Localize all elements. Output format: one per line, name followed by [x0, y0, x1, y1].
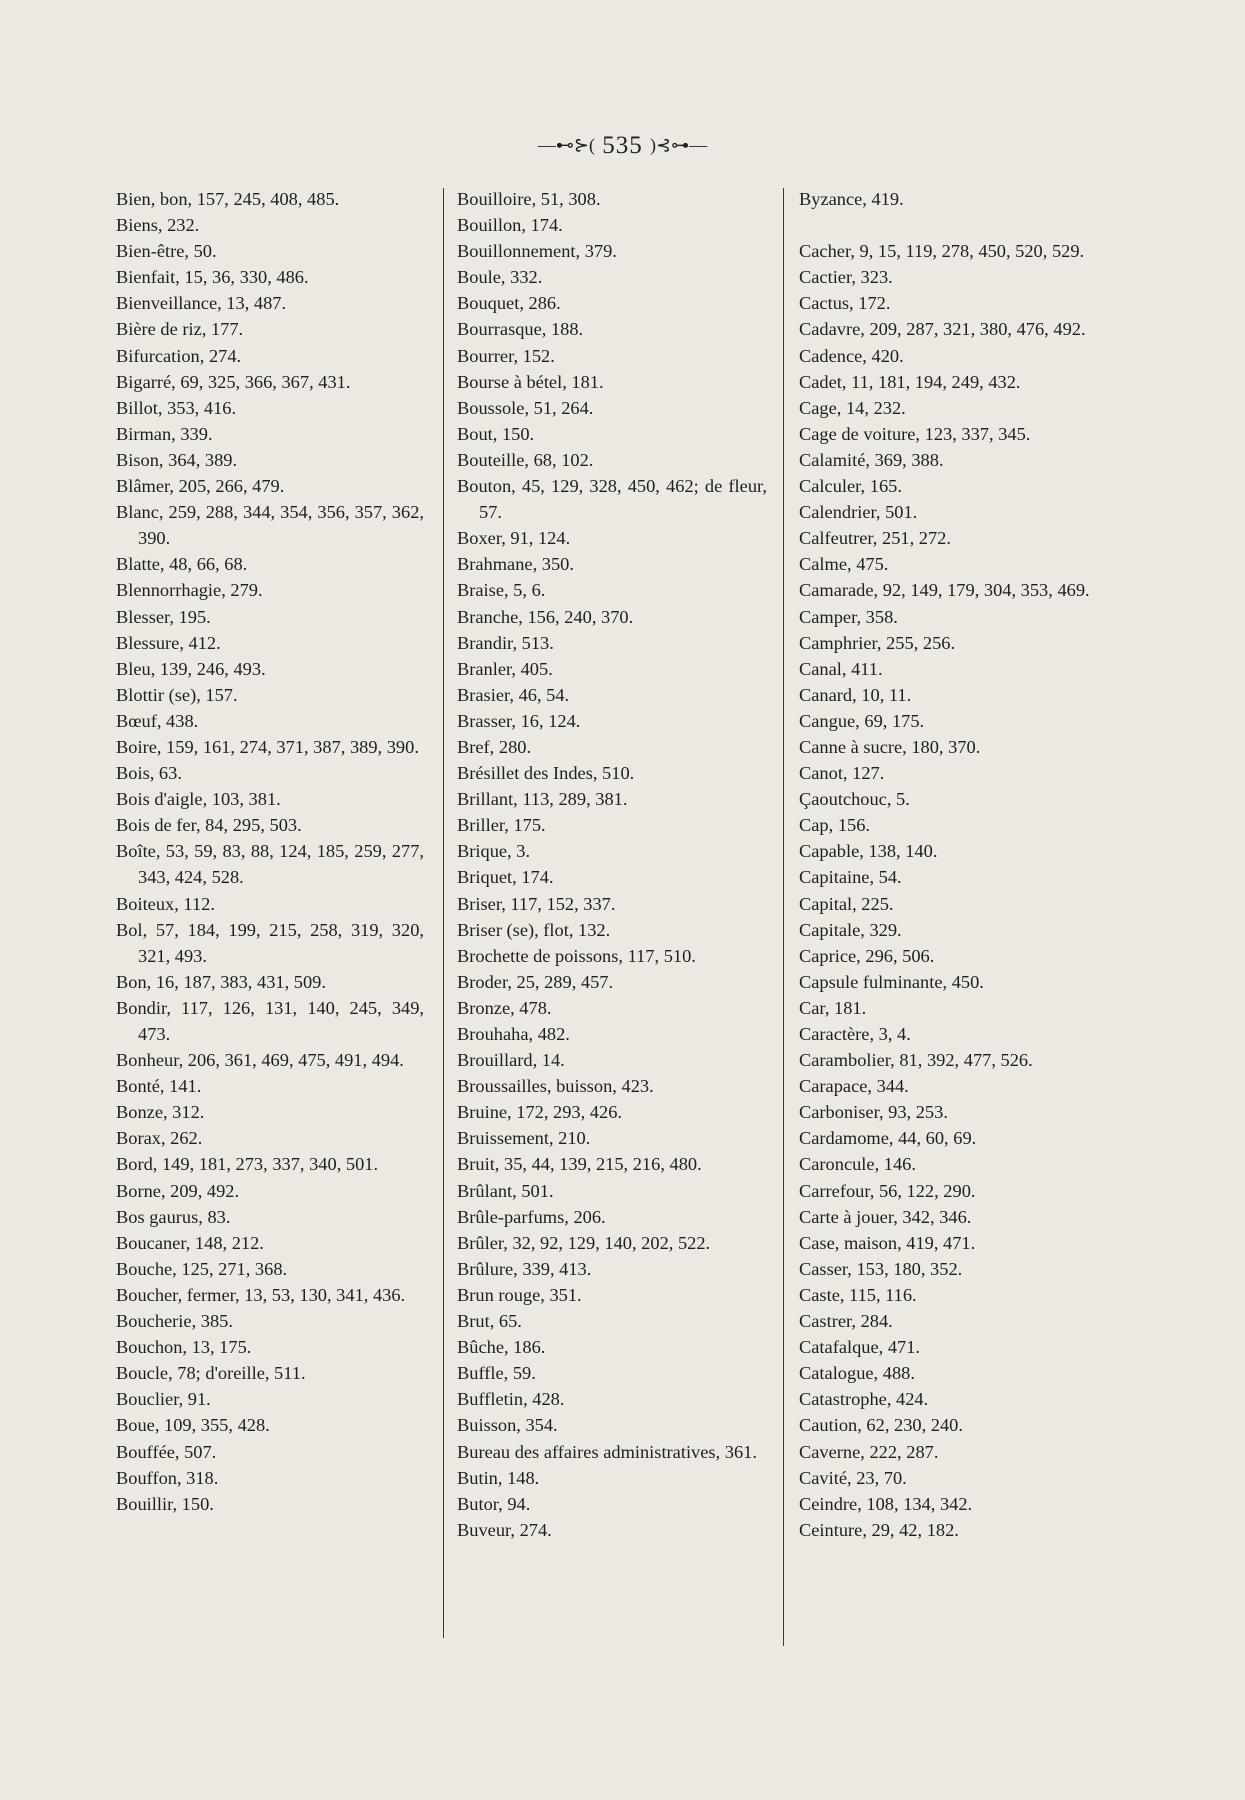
index-entry: Buveur, 274.	[457, 1519, 552, 1540]
index-entry: Cadavre, 209, 287, 321, 380, 476, 492.	[799, 319, 1086, 340]
index-entry: Bœuf, 438.	[116, 710, 199, 731]
index-entry: Bûche, 186.	[457, 1337, 546, 1358]
index-entry: Bière de riz, 177.	[116, 319, 244, 340]
index-entry: Cavité, 23, 70.	[799, 1467, 907, 1488]
index-entry: Camarade, 92, 149, 179, 304, 353, 469.	[799, 580, 1090, 601]
index-entry: Brûlure, 339, 413.	[457, 1258, 592, 1279]
column-divider	[783, 188, 784, 1646]
index-entry: Branler, 405.	[457, 658, 553, 679]
index-entry: Bien, bon, 157, 245, 408, 485.	[116, 189, 340, 209]
index-entry: Castrer, 284.	[799, 1311, 893, 1332]
index-entry: Boucaner, 148, 212.	[116, 1232, 264, 1253]
ornament-right: )⊰⊶—	[650, 135, 708, 155]
index-entry: Billot, 353, 416.	[116, 397, 237, 418]
index-entry: Bruissement, 210.	[457, 1128, 591, 1149]
index-entry: Bourrer, 152.	[457, 345, 555, 366]
index-entry: Bronze, 478.	[457, 997, 552, 1018]
index-entry: Bifurcation, 274.	[116, 345, 242, 366]
index-entry: Brillant, 113, 289, 381.	[457, 789, 628, 810]
index-entry: Brasser, 16, 124.	[457, 710, 581, 731]
index-entry: Bruine, 172, 293, 426.	[457, 1102, 622, 1123]
index-entry: Capitaine, 54.	[799, 867, 902, 888]
index-entry: Briser (se), flot, 132.	[457, 919, 611, 940]
index-entry: Canne à sucre, 180, 370.	[799, 736, 981, 757]
index-entry: Bouilloire, 51, 308.	[457, 189, 601, 209]
index-entry: Ceinture, 29, 42, 182.	[799, 1519, 959, 1540]
page-number: 535	[602, 132, 643, 159]
index-entry: Brouhaha, 482.	[457, 1024, 570, 1044]
index-entry: Buffle, 59.	[457, 1363, 536, 1384]
index-entry: Bondir, 117, 126, 131, 140, 245, 349, 473.	[116, 997, 424, 1044]
index-entry: Cactier, 323.	[799, 267, 893, 288]
index-entry: Bouquet, 286.	[457, 293, 561, 314]
index-entry: Biens, 232.	[116, 215, 200, 236]
index-entry: Borax, 262.	[116, 1128, 203, 1149]
index-entry: Capable, 138, 140.	[799, 841, 938, 862]
letter-section-gap	[799, 212, 1107, 238]
index-entry: Bigarré, 69, 325, 366, 367, 431.	[116, 371, 351, 392]
index-entry: Brûlant, 501.	[457, 1180, 554, 1201]
index-entry: Blessure, 412.	[116, 632, 221, 653]
index-entry: Casser, 153, 180, 352.	[799, 1258, 963, 1279]
index-entry: Boîte, 53, 59, 83, 88, 124, 185, 259, 277, 343, 424, 528.	[116, 841, 424, 888]
index-entry: Caverne, 222, 287.	[799, 1441, 939, 1462]
index-entry: Bref, 280.	[457, 736, 532, 757]
index-entry: Bonze, 312.	[116, 1102, 205, 1123]
index-entry: Boussole, 51, 264.	[457, 397, 594, 418]
index-entry: Bouffée, 507.	[116, 1441, 217, 1462]
index-entry: Broder, 25, 289, 457.	[457, 971, 614, 992]
index-entry: Bord, 149, 181, 273, 337, 340, 501.	[116, 1154, 379, 1175]
index-entry: Briller, 175.	[457, 815, 546, 836]
index-entry: Blanc, 259, 288, 344, 354, 356, 357, 362, 390.	[116, 502, 424, 549]
index-entry: Calme, 475.	[799, 554, 889, 575]
index-entry: Briquet, 174.	[457, 867, 554, 888]
index-entry: Brasier, 46, 54.	[457, 684, 570, 705]
index-entry: Cage de voiture, 123, 337, 345.	[799, 423, 1031, 444]
index-entry: Caution, 62, 230, 240.	[799, 1415, 963, 1436]
index-entry: Calculer, 165.	[799, 476, 902, 497]
index-entry: Brûler, 32, 92, 129, 140, 202, 522.	[457, 1232, 711, 1253]
index-entry: Carboniser, 93, 253.	[799, 1102, 948, 1123]
index-entry: Bison, 364, 389.	[116, 449, 238, 470]
ornament-left: —⊷⊱(	[537, 135, 595, 155]
index-entry: Blatte, 48, 66, 68.	[116, 554, 248, 575]
index-entry: Briser, 117, 152, 337.	[457, 893, 616, 914]
index-entry: Catafalque, 471.	[799, 1337, 921, 1358]
index-entry: Boucle, 78; d'oreille, 511.	[116, 1363, 306, 1384]
index-entry: Cap, 156.	[799, 815, 871, 836]
index-entry: Carrefour, 56, 122, 290.	[799, 1180, 976, 1201]
index-entry: Carambolier, 81, 392, 477, 526.	[799, 1050, 1033, 1071]
index-entry: Bureau des affaires administratives, 361.	[457, 1441, 757, 1462]
index-entry: Caractère, 3, 4.	[799, 1024, 911, 1044]
index-entry: Bouton, 45, 129, 328, 450, 462; de fleur, 57.	[457, 476, 767, 523]
index-entry: Calfeutrer, 251, 272.	[799, 528, 951, 549]
index-entry: Ceindre, 108, 134, 342.	[799, 1493, 973, 1514]
index-entry: Brûle-parfums, 206.	[457, 1206, 606, 1227]
index-entry: Bourrasque, 188.	[457, 319, 584, 340]
index-entry: Catalogue, 488.	[799, 1363, 915, 1384]
index-entry: Bouchon, 13, 175.	[116, 1337, 252, 1358]
index-entry: Camphrier, 255, 256.	[799, 632, 956, 653]
index-entry: Brut, 65.	[457, 1311, 522, 1332]
index-entry: Branche, 156, 240, 370.	[457, 606, 634, 627]
index-entry: Braise, 5, 6.	[457, 580, 546, 601]
page-header	[0, 132, 1245, 160]
index-entry: Carte à jouer, 342, 346.	[799, 1206, 972, 1227]
index-entry: Boucher, fermer, 13, 53, 130, 341, 436.	[116, 1284, 406, 1305]
index-entry: Boue, 109, 355, 428.	[116, 1415, 270, 1436]
index-entry: Bouffon, 318.	[116, 1467, 219, 1488]
index-entry: Brandir, 513.	[457, 632, 554, 653]
index-entry: Canot, 127.	[799, 763, 885, 784]
index-entry: Bien-être, 50.	[116, 241, 217, 262]
index-entry: Cangue, 69, 175.	[799, 710, 925, 731]
index-entry: Capitale, 329.	[799, 919, 902, 940]
index-entry: Brochette de poissons, 117, 510.	[457, 945, 696, 966]
index-entry: Calamité, 369, 388.	[799, 449, 944, 470]
index-entry: Butor, 94.	[457, 1493, 531, 1514]
index-entry: Bonheur, 206, 361, 469, 475, 491, 494.	[116, 1050, 404, 1071]
index-entry: Bouillon, 174.	[457, 215, 563, 236]
index-entry: Caroncule, 146.	[799, 1154, 916, 1175]
index-entry: Çaoutchouc, 5.	[799, 789, 910, 810]
index-entry: Bon, 16, 187, 383, 431, 509.	[116, 971, 326, 992]
index-entry: Byzance, 419.	[799, 189, 904, 209]
index-entry: Brun rouge, 351.	[457, 1284, 582, 1305]
index-entry: Bois d'aigle, 103, 381.	[116, 789, 281, 810]
index-entry: Bouteille, 68, 102.	[457, 449, 594, 470]
index-entry: Canal, 411.	[799, 658, 883, 679]
index-entry: Borne, 209, 492.	[116, 1180, 240, 1201]
index-entry: Canard, 10, 11.	[799, 684, 912, 705]
index-entry: Case, maison, 419, 471.	[799, 1232, 976, 1253]
index-entry: Bienveillance, 13, 487.	[116, 293, 287, 314]
index-entry: Blottir (se), 157.	[116, 684, 238, 705]
index-entry: Catastrophe, 424.	[799, 1389, 929, 1410]
index-entry: Cardamome, 44, 60, 69.	[799, 1128, 977, 1149]
index-entry: Cage, 14, 232.	[799, 397, 906, 418]
index-entry: Buisson, 354.	[457, 1415, 558, 1436]
index-entry: Bouclier, 91.	[116, 1389, 211, 1410]
index-entry: Bouillir, 150.	[116, 1493, 214, 1514]
index-entry: Boxer, 91, 124.	[457, 528, 571, 549]
index-entry: Bos gaurus, 83.	[116, 1206, 231, 1227]
index-entry: Capital, 225.	[799, 893, 894, 914]
index-entry: Brouillard, 14.	[457, 1050, 565, 1071]
index-entry: Broussailles, buisson, 423.	[457, 1076, 654, 1097]
index-entry: Caprice, 296, 506.	[799, 945, 935, 966]
index-entry: Cactus, 172.	[799, 293, 891, 314]
index-entry: Blâmer, 205, 266, 479.	[116, 476, 285, 497]
index-entry: Bourse à bétel, 181.	[457, 371, 604, 392]
index-entry: Camper, 358.	[799, 606, 898, 627]
index-entry: Car, 181.	[799, 997, 867, 1018]
index-entry: Bol, 57, 184, 199, 215, 258, 319, 320, 321, 493.	[116, 919, 424, 966]
index-entry: Bienfait, 15, 36, 330, 486.	[116, 267, 309, 288]
index-entry: Birman, 339.	[116, 423, 213, 444]
index-entry: Bouillonnement, 379.	[457, 241, 617, 262]
index-entry: Blesser, 195.	[116, 606, 211, 627]
index-entry: Capsule fulminante, 450.	[799, 971, 984, 992]
index-column-3	[799, 186, 1107, 1543]
index-entry: Buffletin, 428.	[457, 1389, 565, 1410]
index-entry: Bois, 63.	[116, 763, 182, 784]
index-entry: Blennorrhagie, 279.	[116, 580, 263, 601]
index-entry: Boiteux, 112.	[116, 893, 215, 914]
column-divider	[443, 188, 444, 1638]
index-entry: Calendrier, 501.	[799, 502, 918, 523]
index-column-1	[116, 186, 424, 1517]
index-entry: Cadet, 11, 181, 194, 249, 432.	[799, 371, 1021, 392]
index-entry: Bonté, 141.	[116, 1076, 202, 1097]
index-entry: Brahmane, 350.	[457, 554, 574, 575]
index-entry: Brique, 3.	[457, 841, 531, 862]
index-entry: Bruit, 35, 44, 139, 215, 216, 480.	[457, 1154, 702, 1175]
index-entry: Boire, 159, 161, 274, 371, 387, 389, 390.	[116, 736, 419, 757]
index-entry: Brésillet des Indes, 510.	[457, 763, 635, 784]
index-entry: Boucherie, 385.	[116, 1311, 233, 1332]
index-entry: Cacher, 9, 15, 119, 278, 450, 520, 529.	[799, 241, 1085, 262]
index-entry: Caste, 115, 116.	[799, 1284, 917, 1305]
index-entry: Boule, 332.	[457, 267, 543, 288]
index-entry: Carapace, 344.	[799, 1076, 909, 1097]
index-entry: Bleu, 139, 246, 493.	[116, 658, 266, 679]
index-entry: Bout, 150.	[457, 423, 535, 444]
index-entry: Cadence, 420.	[799, 345, 904, 366]
index-entry: Butin, 148.	[457, 1467, 540, 1488]
index-entry: Bois de fer, 84, 295, 503.	[116, 815, 302, 836]
index-column-2	[457, 186, 767, 1543]
index-entry: Bouche, 125, 271, 368.	[116, 1258, 288, 1279]
